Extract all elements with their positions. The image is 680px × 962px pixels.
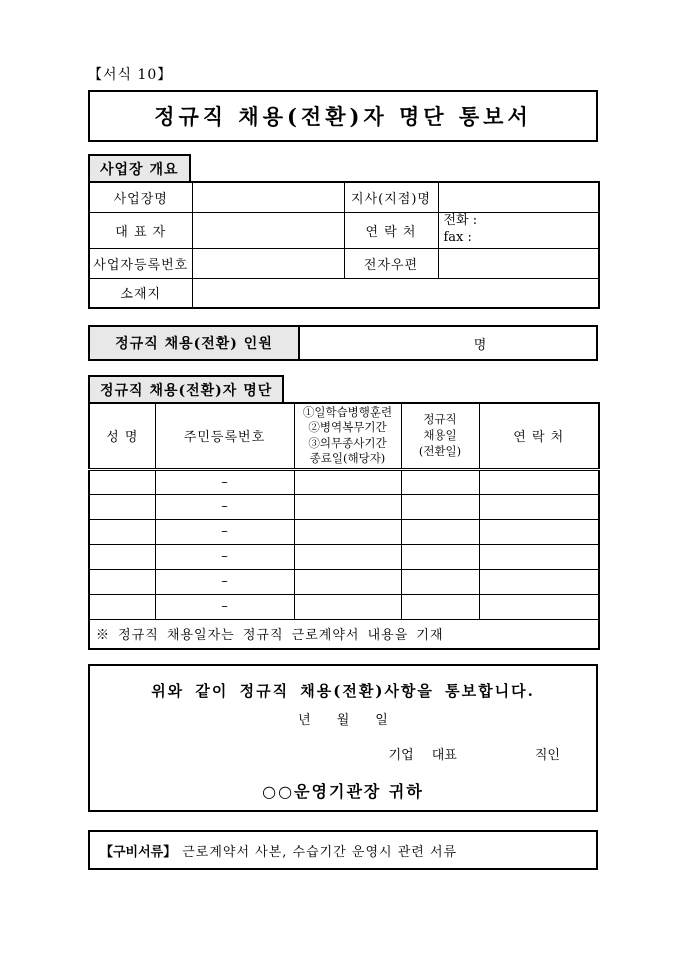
roster-table — [88, 402, 600, 650]
section-tab-roster: 정규직 채용(전환)자 명단 — [88, 375, 284, 404]
label-contact: 연 락 처 — [344, 212, 438, 248]
cell-name — [89, 469, 155, 494]
field-business-reg-number — [192, 248, 344, 278]
cell-name — [89, 494, 155, 519]
required-documents-label: 【구비서류】 — [100, 844, 177, 860]
label-address: 소재지 — [89, 278, 192, 308]
cell-rrn: – — [155, 469, 294, 494]
signer-company-label: 기업 — [388, 748, 414, 763]
cell-rrn: – — [155, 544, 294, 569]
field-business-name — [192, 182, 344, 212]
column-header-hire-date — [401, 403, 479, 469]
cell-training — [294, 519, 401, 544]
roster-row — [89, 494, 599, 519]
cell-contact — [479, 494, 599, 519]
cell-training — [294, 569, 401, 594]
seal-label: 직인 — [534, 748, 560, 763]
header-line: 정규직 — [423, 412, 457, 427]
headcount-field — [300, 327, 596, 359]
roster-row — [89, 594, 599, 619]
field-contact — [438, 212, 599, 248]
cell-rrn: – — [155, 494, 294, 519]
cell-training — [294, 469, 401, 494]
cell-name — [89, 519, 155, 544]
section-tab-business-overview: 사업장 개요 — [88, 154, 191, 183]
cell-hire-date — [401, 494, 479, 519]
business-row — [89, 212, 599, 248]
field-address — [192, 278, 599, 308]
signer-representative-label: 대표 — [431, 748, 457, 763]
headcount-unit: 명 — [473, 337, 487, 353]
form-number-tag: 【서식 10】 — [88, 67, 173, 83]
cell-hire-date — [401, 569, 479, 594]
field-representative — [192, 212, 344, 248]
column-header-contact: 연 락 처 — [479, 403, 599, 469]
cell-contact — [479, 469, 599, 494]
cell-training — [294, 594, 401, 619]
roster-row — [89, 519, 599, 544]
cell-hire-date — [401, 544, 479, 569]
notification-statement: 위와 같이 정규직 채용(전환)사항을 통보합니다. — [151, 682, 535, 700]
contact-fax-line: fax : — [443, 230, 472, 245]
cell-contact — [479, 544, 599, 569]
header-line: ③의무종사기간 — [308, 435, 387, 450]
recipient-line: ○○운영기관장 귀하 — [262, 782, 424, 801]
headcount-row — [88, 325, 598, 361]
cell-contact — [479, 594, 599, 619]
cell-name — [89, 594, 155, 619]
header-line: (전환일) — [418, 443, 462, 458]
roster-note-row — [89, 619, 599, 649]
page-title: 정규직 채용(전환)자 명단 통보서 — [154, 104, 532, 129]
header-line: ①일학습병행훈련 — [302, 404, 393, 419]
cell-rrn: – — [155, 519, 294, 544]
notification-box — [88, 664, 598, 812]
headcount-label: 정규직 채용(전환) 인원 — [90, 327, 300, 359]
business-row — [89, 182, 599, 212]
date-day-label: 일 — [375, 713, 388, 728]
cell-hire-date — [401, 594, 479, 619]
cell-training — [294, 494, 401, 519]
date-month-label: 월 — [336, 713, 350, 728]
signature-line — [90, 744, 596, 763]
cell-training — [294, 544, 401, 569]
cell-name — [89, 544, 155, 569]
required-documents-box — [88, 830, 598, 870]
cell-contact — [479, 569, 599, 594]
date-year-label: 년 — [298, 713, 311, 728]
header-line: ②병역복무기간 — [308, 420, 387, 435]
date-line — [90, 709, 596, 728]
column-header-name: 성 명 — [89, 403, 155, 469]
cell-rrn: – — [155, 569, 294, 594]
business-row — [89, 278, 599, 308]
roster-row — [89, 469, 599, 494]
roster-row — [89, 569, 599, 594]
label-business-name: 사업장명 — [89, 182, 192, 212]
label-branch-name: 지사(지점)명 — [344, 182, 438, 212]
field-email — [438, 248, 599, 278]
contact-phone-line: 전화 : — [443, 213, 478, 229]
cell-hire-date — [401, 519, 479, 544]
label-email: 전자우편 — [344, 248, 438, 278]
label-representative: 대 표 자 — [89, 212, 192, 248]
title-box — [88, 90, 598, 142]
cell-name — [89, 569, 155, 594]
roster-note: ※ 정규직 채용일자는 정규직 근로계약서 내용을 기재 — [89, 619, 599, 649]
business-row — [89, 248, 599, 278]
roster-header-row — [89, 403, 599, 469]
required-documents-text: 근로계약서 사본, 수습기간 운영시 관련 서류 — [182, 844, 458, 860]
cell-contact — [479, 519, 599, 544]
field-branch-name — [438, 182, 599, 212]
label-business-reg-number: 사업자등록번호 — [89, 248, 192, 278]
header-line: 종료일(해당자) — [309, 451, 386, 466]
column-header-rrn: 주민등록번호 — [155, 403, 294, 469]
cell-rrn: – — [155, 594, 294, 619]
business-overview-table — [88, 181, 600, 309]
cell-hire-date — [401, 469, 479, 494]
roster-row — [89, 544, 599, 569]
header-line: 채용일 — [423, 427, 457, 442]
column-header-training-end — [294, 403, 401, 469]
